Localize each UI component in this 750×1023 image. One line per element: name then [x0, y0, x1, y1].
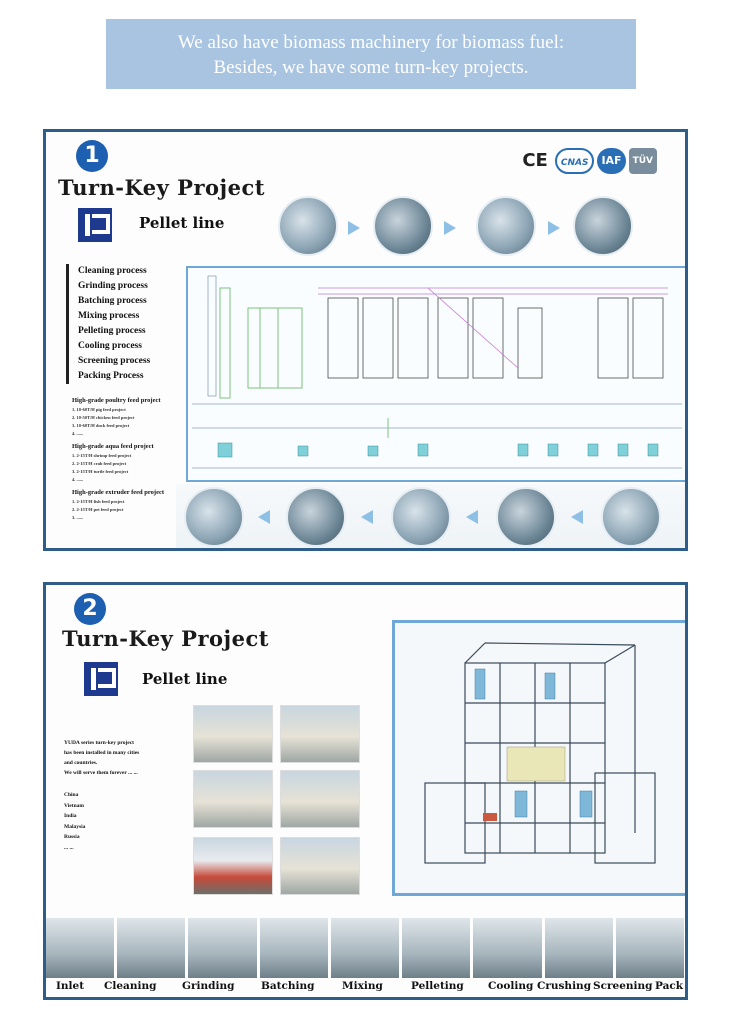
installation-photo [280, 770, 360, 828]
step-photo [616, 918, 685, 978]
country-item: Russia [64, 834, 80, 840]
building-drawing [395, 623, 685, 893]
arrow-left-icon [361, 510, 373, 524]
arrow-left-icon [466, 510, 478, 524]
process-step-photos [46, 918, 685, 978]
company-logo-icon [84, 662, 118, 696]
turnkey-panel-1 [43, 129, 688, 551]
banner-line-1: We also have biomass machinery for biomass fuel: [177, 32, 565, 53]
step-photo [402, 918, 471, 978]
ce-mark-icon: CE [522, 150, 548, 171]
project-item: 2. 2-15T/H crab feed project [72, 461, 127, 466]
country-item: Malaysia [64, 823, 86, 830]
arrow-right-icon [548, 221, 560, 235]
country-item: China [64, 792, 79, 798]
description-line: and countries. [64, 760, 98, 766]
panel-title: Turn-Key Project [58, 175, 265, 200]
description-line: We will serve them forever ... ... [64, 770, 138, 776]
project-item: 2. 10-50T/H chicken feed project [72, 415, 135, 420]
project-item: 4. ...... [72, 431, 84, 436]
step-label-cooling: Cooling [488, 980, 534, 992]
step-photo [46, 918, 115, 978]
process-item: Packing Process [78, 371, 144, 381]
panel-title: Turn-Key Project [62, 626, 269, 651]
arrow-left-icon [571, 510, 583, 524]
process-photo [184, 487, 244, 547]
installation-photo [280, 705, 360, 763]
country-list [64, 790, 85, 853]
project-item: 4. ...... [72, 477, 84, 482]
project-item: 1. 2-15T/H shrimp feed project [72, 453, 132, 458]
step-photo [473, 918, 542, 978]
arrow-right-icon [444, 221, 456, 235]
step-label-batching: Batching [261, 980, 315, 992]
process-item: Grinding process [78, 281, 148, 291]
certification-logos [518, 148, 657, 174]
cnas-mark-icon: CNAS [555, 148, 595, 174]
installation-photo [280, 837, 360, 895]
process-photo [373, 196, 433, 256]
installation-photo [193, 705, 273, 763]
arrow-left-icon [258, 510, 270, 524]
process-item: Pelleting process [78, 326, 146, 336]
panel-number-badge: 2 [74, 593, 106, 625]
process-item: Cooling process [78, 341, 142, 351]
flow-diagram-drawing [188, 268, 686, 480]
process-step-labels [46, 980, 685, 996]
banner-line-2: Besides, we have some turn-key projects. [213, 57, 529, 78]
step-label-crushing: Crushing [537, 980, 592, 992]
process-item: Screening process [78, 356, 151, 366]
arrow-right-icon [348, 221, 360, 235]
country-item: Vietnam [64, 802, 84, 809]
process-photo [476, 196, 536, 256]
step-photo [331, 918, 400, 978]
project-item: 3. 10-60T/H duck feed project [72, 423, 130, 428]
panel-subtitle: Pellet line [142, 670, 228, 688]
description-line: YUDA series turn-key project [64, 740, 135, 746]
iaf-mark-icon: IAF [597, 148, 625, 174]
step-label-pack: Pack [655, 980, 684, 992]
country-item: ... ... [64, 844, 74, 851]
step-photo [117, 918, 186, 978]
plant-3d-rendering [392, 620, 688, 896]
country-item: India [64, 813, 77, 819]
step-label-screening: Screening [593, 980, 653, 992]
project-item: 3. ...... [72, 515, 84, 520]
description-line: has been installed in many cities [64, 750, 140, 756]
tuv-mark-icon: TÜV [629, 148, 657, 174]
project-heading: High-grade extruder feed project [72, 489, 164, 496]
step-label-grinding: Grinding [182, 980, 235, 992]
project-heading: High-grade aqua feed project [72, 443, 154, 450]
installation-photo [193, 837, 273, 895]
step-photo [260, 918, 329, 978]
process-item: Batching process [78, 296, 147, 306]
project-item: 1. 10-60T/H pig feed project [72, 407, 126, 412]
process-photo [601, 487, 661, 547]
process-list [66, 264, 150, 384]
step-label-inlet: Inlet [56, 980, 85, 992]
panel-number-badge: 1 [76, 140, 108, 172]
project-item: 3. 2-15T/H turtle feed project [72, 469, 129, 474]
step-label-mixing: Mixing [342, 980, 383, 992]
company-logo-icon [78, 208, 112, 242]
step-label-cleaning: Cleaning [104, 980, 157, 992]
panel-subtitle: Pellet line [139, 214, 225, 232]
process-photo [391, 487, 451, 547]
process-photo [573, 196, 633, 256]
turnkey-panel-2 [43, 582, 688, 1000]
process-flow-diagram [186, 266, 688, 482]
intro-banner [106, 19, 636, 89]
process-item: Mixing process [78, 311, 140, 321]
step-label-pelleting: Pelleting [411, 980, 464, 992]
project-item: 2. 2-15T/H pet feed project [72, 507, 124, 512]
process-photo [286, 487, 346, 547]
step-photo [545, 918, 614, 978]
process-photo [496, 487, 556, 547]
project-heading: High-grade poultry feed project [72, 397, 161, 404]
step-photo [188, 918, 257, 978]
project-item: 1. 2-15T/H fish feed project [72, 499, 125, 504]
process-photo [278, 196, 338, 256]
installation-description [64, 738, 164, 778]
process-item: Cleaning process [78, 266, 147, 276]
installation-photo [193, 770, 273, 828]
